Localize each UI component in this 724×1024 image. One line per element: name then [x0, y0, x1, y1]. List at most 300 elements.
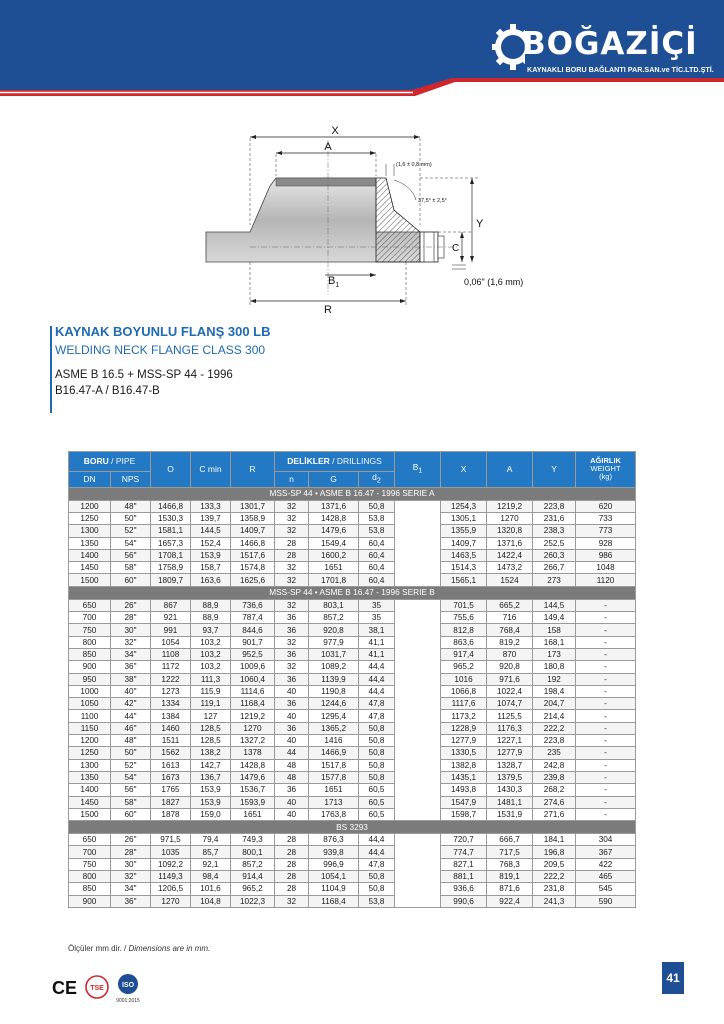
table-cell: - [576, 796, 636, 808]
table-cell: 812,8 [441, 624, 487, 636]
table-cell: 60,5 [359, 808, 395, 820]
table-cell: 32 [275, 661, 309, 673]
table-cell: 239,8 [533, 771, 576, 783]
dim-y-label: Y [476, 218, 484, 230]
table-cell: 47,8 [359, 858, 395, 870]
table-cell: 268,2 [533, 784, 576, 796]
table-cell: 1172 [151, 661, 191, 673]
table-cell: 28 [275, 537, 309, 549]
table-row [69, 562, 636, 574]
table-cell: 127 [191, 710, 231, 722]
table-cell: 850 [69, 648, 111, 660]
table-cell: 750 [69, 858, 111, 870]
table-row [69, 525, 636, 537]
table-cell: 223,8 [533, 500, 576, 512]
table-cell: 40" [111, 685, 151, 697]
table-row [69, 710, 636, 722]
header-d2: $d_2$ [359, 472, 395, 488]
table-cell: 800,1 [231, 846, 275, 858]
table-cell: 922,4 [487, 895, 533, 907]
table-cell: 196,8 [533, 846, 576, 858]
table-cell: 1074,7 [487, 698, 533, 710]
table-cell: 1549,4 [309, 537, 359, 549]
table-cell: 50,8 [359, 759, 395, 771]
table-cell: 1500 [69, 574, 111, 586]
table-cell: 620 [576, 500, 636, 512]
page-title: KAYNAK BOYUNLU FLANŞ 300 LB [55, 324, 271, 339]
table-cell: 720,7 [441, 834, 487, 846]
table-cell: 48 [275, 771, 309, 783]
table-cell: 1625,6 [231, 574, 275, 586]
table-cell: 1422,4 [487, 549, 533, 561]
table-row [69, 612, 636, 624]
table-cell: 1120 [576, 574, 636, 586]
table-cell: 1066,8 [441, 685, 487, 697]
table-cell: 1600,2 [309, 549, 359, 561]
table-row [69, 771, 636, 783]
table-cell: - [576, 710, 636, 722]
table-cell: 41,1 [359, 636, 395, 648]
table-cell: 881,1 [441, 871, 487, 883]
table-cell: 152,4 [191, 537, 231, 549]
table-cell: 53,8 [359, 895, 395, 907]
table-cell: 1168,4 [309, 895, 359, 907]
table-cell: 93,7 [191, 624, 231, 636]
table-cell: 1228,9 [441, 722, 487, 734]
table-row [69, 858, 636, 870]
table-cell: 1481,1 [487, 796, 533, 808]
header-n: n [275, 472, 309, 488]
header-g: G [309, 472, 359, 488]
table-cell: 1466,9 [309, 747, 359, 759]
b1-note-cell [395, 599, 441, 820]
header-c-min: C min [191, 452, 231, 488]
table-cell: 36" [111, 895, 151, 907]
table-cell: 36 [275, 722, 309, 734]
table-cell: 58" [111, 796, 151, 808]
table-cell: 103,2 [191, 648, 231, 660]
table-cell: 40 [275, 685, 309, 697]
brand-name: BOĞAZİÇİ [522, 26, 698, 62]
table-cell: 1254,3 [441, 500, 487, 512]
table-cell: 1379,5 [487, 771, 533, 783]
dim-c-label: C [452, 243, 460, 254]
header-dn: DN [69, 472, 111, 488]
page-number: 41 [662, 962, 684, 994]
header-y: Y [533, 452, 576, 488]
gear-logo-icon [491, 24, 525, 70]
table-cell: 274,6 [533, 796, 576, 808]
table-row [69, 500, 636, 512]
table-cell: 1450 [69, 562, 111, 574]
table-cell: 242,8 [533, 759, 576, 771]
table-cell: 1050 [69, 698, 111, 710]
table-cell: 50,8 [359, 871, 395, 883]
table-cell: 367 [576, 846, 636, 858]
table-cell: 1200 [69, 500, 111, 512]
table-cell: 1517,6 [231, 549, 275, 561]
table-cell: 1100 [69, 710, 111, 722]
table-cell: 787,4 [231, 612, 275, 624]
table-cell: 914,4 [231, 871, 275, 883]
section-title: BS 3293 [69, 821, 636, 834]
table-cell: 1244,6 [309, 698, 359, 710]
table-cell: 1060,4 [231, 673, 275, 685]
table-cell: 192 [533, 673, 576, 685]
table-cell: 1466,8 [231, 537, 275, 549]
table-cell: 180,8 [533, 661, 576, 673]
table-cell: 50,8 [359, 722, 395, 734]
table-cell: 920,8 [487, 661, 533, 673]
table-cell: 1577,8 [309, 771, 359, 783]
table-cell: 900 [69, 895, 111, 907]
table-cell: 1222 [151, 673, 191, 685]
table-row [69, 648, 636, 660]
svg-text:ISO: ISO [121, 982, 135, 989]
table-cell: 996,9 [309, 858, 359, 870]
table-cell: 204,7 [533, 698, 576, 710]
table-cell: 1657,3 [151, 537, 191, 549]
header-pipe: BORU / PIPE [69, 452, 151, 472]
dim-r-label: R [324, 304, 332, 315]
table-cell: 1384 [151, 710, 191, 722]
table-row [69, 747, 636, 759]
table-cell: 422 [576, 858, 636, 870]
table-cell: 1765 [151, 784, 191, 796]
table-cell: 1382,8 [441, 759, 487, 771]
table-cell: 1547,9 [441, 796, 487, 808]
table-cell: 153,9 [191, 549, 231, 561]
table-cell: 1150 [69, 722, 111, 734]
table-cell: 34" [111, 883, 151, 895]
table-cell: 1371,6 [309, 500, 359, 512]
table-cell: 1104,9 [309, 883, 359, 895]
table-cell: - [576, 808, 636, 820]
table-cell: 1334 [151, 698, 191, 710]
table-cell: 1479,6 [231, 771, 275, 783]
standard-line-2: B16.47-A / B16.47-B [55, 385, 160, 397]
table-row [69, 599, 636, 611]
table-cell: 1320,8 [487, 525, 533, 537]
table-cell: 198,4 [533, 685, 576, 697]
table-cell: 158 [533, 624, 576, 636]
table-cell: 990,6 [441, 895, 487, 907]
table-cell: 222,2 [533, 722, 576, 734]
table-row [69, 883, 636, 895]
table-cell: 1673 [151, 771, 191, 783]
header-o: O [151, 452, 191, 488]
table-cell: 32 [275, 562, 309, 574]
dimension-table [68, 451, 636, 908]
table-cell: 136,7 [191, 771, 231, 783]
table-cell: 1450 [69, 796, 111, 808]
table-cell: 38,1 [359, 624, 395, 636]
table-cell: 1206,5 [151, 883, 191, 895]
table-cell: 103,2 [191, 636, 231, 648]
table-cell: 28 [275, 883, 309, 895]
ce-mark-icon: CE [52, 978, 78, 998]
table-cell: 1581,1 [151, 525, 191, 537]
table-cell: 717,5 [487, 846, 533, 858]
table-cell: 965,2 [441, 661, 487, 673]
table-cell: 36 [275, 673, 309, 685]
table-cell: 1701,8 [309, 574, 359, 586]
table-cell: 41,1 [359, 648, 395, 660]
table-cell: 28" [111, 846, 151, 858]
table-cell: 952,5 [231, 648, 275, 660]
table-cell: 231,6 [533, 512, 576, 524]
table-cell: 819,2 [487, 636, 533, 648]
table-cell: 1114,6 [231, 685, 275, 697]
table-cell: 1054 [151, 636, 191, 648]
table-cell: 1173,2 [441, 710, 487, 722]
table-cell: 50" [111, 747, 151, 759]
table-cell: 1713 [309, 796, 359, 808]
table-cell: 46" [111, 722, 151, 734]
table-cell: 1219,2 [231, 710, 275, 722]
table-section-header [69, 487, 636, 500]
table-cell: 650 [69, 834, 111, 846]
table-cell: 1117,6 [441, 698, 487, 710]
table-cell: 1613 [151, 759, 191, 771]
table-row [69, 784, 636, 796]
table-cell: 184,1 [533, 834, 576, 846]
table-cell: 44,4 [359, 661, 395, 673]
table-cell: 103,2 [191, 661, 231, 673]
table-cell: 1270 [151, 895, 191, 907]
section-title: MSS-SP 44 • ASME B 16.47 - 1996 SERIE A [69, 487, 636, 500]
table-cell: 1598,7 [441, 808, 487, 820]
table-cell: 60" [111, 808, 151, 820]
table-cell: 44,4 [359, 846, 395, 858]
table-cell: 44,4 [359, 685, 395, 697]
table-cell: 867 [151, 599, 191, 611]
table-cell: 1219,2 [487, 500, 533, 512]
flange-drawing [190, 120, 550, 315]
table-cell: 119,1 [191, 698, 231, 710]
table-cell: 52" [111, 759, 151, 771]
table-section-header [69, 821, 636, 834]
table-cell: - [576, 685, 636, 697]
tolerance-label: (1,6 ± 0,8 mm) [396, 162, 432, 168]
table-cell: 1270 [231, 722, 275, 734]
table-cell: 977,9 [309, 636, 359, 648]
table-cell: 1708,1 [151, 549, 191, 561]
header-r: R [231, 452, 275, 488]
table-cell: 800 [69, 636, 111, 648]
table-cell: 273 [533, 574, 576, 586]
table-cell: 36 [275, 698, 309, 710]
table-cell: 1511 [151, 735, 191, 747]
table-row [69, 735, 636, 747]
table-cell: 773 [576, 525, 636, 537]
table-cell: 53,8 [359, 512, 395, 524]
table-cell: 1371,6 [487, 537, 533, 549]
table-cell: 901,7 [231, 636, 275, 648]
table-cell: 590 [576, 895, 636, 907]
table-cell: 1463,5 [441, 549, 487, 561]
table-cell: 857,2 [231, 858, 275, 870]
dim-b1-label: $B_1$ [328, 275, 340, 289]
footnote: Ölçüler mm dir. / Dimensions are in mm. [68, 944, 211, 953]
table-cell: 158,7 [191, 562, 231, 574]
table-cell: 991 [151, 624, 191, 636]
table-cell: 1168,4 [231, 698, 275, 710]
header-weight: AĞIRLIK WEIGHT (kg) [576, 452, 636, 488]
table-cell: 1270 [487, 512, 533, 524]
table-cell: 60,5 [359, 784, 395, 796]
table-cell: 1327,2 [231, 735, 275, 747]
table-cell: 1878 [151, 808, 191, 820]
table-cell: 1176,3 [487, 722, 533, 734]
table-cell: 1328,7 [487, 759, 533, 771]
table-cell: 238,3 [533, 525, 576, 537]
table-cell: 844,6 [231, 624, 275, 636]
table-cell: 50,8 [359, 735, 395, 747]
table-cell: 153,9 [191, 796, 231, 808]
table-cell: 1035 [151, 846, 191, 858]
table-cell: 54" [111, 537, 151, 549]
table-cell: 950 [69, 673, 111, 685]
table-cell: 871,6 [487, 883, 533, 895]
table-cell: 48 [275, 759, 309, 771]
table-cell: 214,4 [533, 710, 576, 722]
table-cell: 850 [69, 883, 111, 895]
table-cell: 939,8 [309, 846, 359, 858]
table-cell: 159,0 [191, 808, 231, 820]
table-row [69, 846, 636, 858]
table-cell: 1350 [69, 771, 111, 783]
table-cell: 60,4 [359, 562, 395, 574]
table-cell: 701,5 [441, 599, 487, 611]
table-cell: 50,8 [359, 747, 395, 759]
table-cell: 1295,4 [309, 710, 359, 722]
table-cell: 50,8 [359, 883, 395, 895]
b1-note-cell [395, 834, 441, 908]
table-cell: 58" [111, 562, 151, 574]
table-cell: 716 [487, 612, 533, 624]
table-cell: 40 [275, 808, 309, 820]
table-cell: 40 [275, 796, 309, 808]
tse-logo-icon [86, 976, 108, 998]
table-cell: 936,6 [441, 883, 487, 895]
table-cell: 28 [275, 549, 309, 561]
table-cell: 1473,2 [487, 562, 533, 574]
table-cell: 650 [69, 599, 111, 611]
table-cell: 1190,8 [309, 685, 359, 697]
table-cell: 1400 [69, 784, 111, 796]
table-cell: 1300 [69, 525, 111, 537]
table-cell: 768,3 [487, 858, 533, 870]
table-cell: 44" [111, 710, 151, 722]
table-cell: 88,9 [191, 599, 231, 611]
table-cell: 40 [275, 735, 309, 747]
table-cell: 1054,1 [309, 871, 359, 883]
table-cell: 28 [275, 858, 309, 870]
table-cell: 1031,7 [309, 648, 359, 660]
table-cell: 32 [275, 895, 309, 907]
table-cell: 700 [69, 612, 111, 624]
table-row [69, 895, 636, 907]
table-cell: 1350 [69, 537, 111, 549]
table-cell: 863,6 [441, 636, 487, 648]
table-cell: 85,7 [191, 846, 231, 858]
table-cell: 755,6 [441, 612, 487, 624]
table-cell: 971,6 [487, 673, 533, 685]
table-cell: 1022,3 [231, 895, 275, 907]
table-cell: 1277,9 [441, 735, 487, 747]
table-cell: 700 [69, 846, 111, 858]
table-cell: 223,8 [533, 735, 576, 747]
table-cell: 32 [275, 512, 309, 524]
table-cell: 1108 [151, 648, 191, 660]
table-row [69, 722, 636, 734]
table-cell: 271,6 [533, 808, 576, 820]
table-cell: 1149,3 [151, 871, 191, 883]
table-cell: 928 [576, 537, 636, 549]
table-cell: 545 [576, 883, 636, 895]
table-cell: 36 [275, 784, 309, 796]
table-cell: 42" [111, 698, 151, 710]
table-cell: 260,3 [533, 549, 576, 561]
table-cell: 803,1 [309, 599, 359, 611]
table-cell: 60,4 [359, 574, 395, 586]
table-row [69, 537, 636, 549]
table-cell: 44,4 [359, 834, 395, 846]
table-cell: - [576, 612, 636, 624]
table-cell: 32" [111, 636, 151, 648]
table-cell: - [576, 722, 636, 734]
table-cell: 209,5 [533, 858, 576, 870]
table-cell: 1428,8 [231, 759, 275, 771]
table-cell: - [576, 661, 636, 673]
table-cell: 101,6 [191, 883, 231, 895]
table-cell: 30" [111, 624, 151, 636]
table-cell: 1827 [151, 796, 191, 808]
table-cell: 971,5 [151, 834, 191, 846]
table-cell: 52" [111, 525, 151, 537]
table-cell: 32" [111, 871, 151, 883]
table-cell: 98,4 [191, 871, 231, 883]
iso-logo-icon [116, 974, 140, 1004]
table-cell: 1273 [151, 685, 191, 697]
header-b1: $B_1$ [395, 452, 441, 488]
table-cell: 1305,1 [441, 512, 487, 524]
table-cell: 1460 [151, 722, 191, 734]
dim-x-label: X [331, 125, 339, 137]
page-subtitle: WELDING NECK FLANGE CLASS 300 [55, 343, 266, 357]
standard-line-1: ASME B 16.5 + MSS-SP 44 - 1996 [55, 369, 233, 381]
table-cell: 1089,2 [309, 661, 359, 673]
table-cell: 1250 [69, 512, 111, 524]
header-nps: NPS [111, 472, 151, 488]
table-cell: 149,4 [533, 612, 576, 624]
table-cell: 921 [151, 612, 191, 624]
table-cell: 1479,6 [309, 525, 359, 537]
table-cell: 1531,9 [487, 808, 533, 820]
table-cell: 153,9 [191, 784, 231, 796]
table-cell: 92,1 [191, 858, 231, 870]
table-cell: - [576, 673, 636, 685]
header-x: X [441, 452, 487, 488]
table-cell: 1466,8 [151, 500, 191, 512]
table-cell: 1562 [151, 747, 191, 759]
table-cell: 1651 [309, 784, 359, 796]
table-cell: 1409,7 [231, 525, 275, 537]
table-cell: - [576, 747, 636, 759]
table-cell: 1428,8 [309, 512, 359, 524]
table-row [69, 512, 636, 524]
